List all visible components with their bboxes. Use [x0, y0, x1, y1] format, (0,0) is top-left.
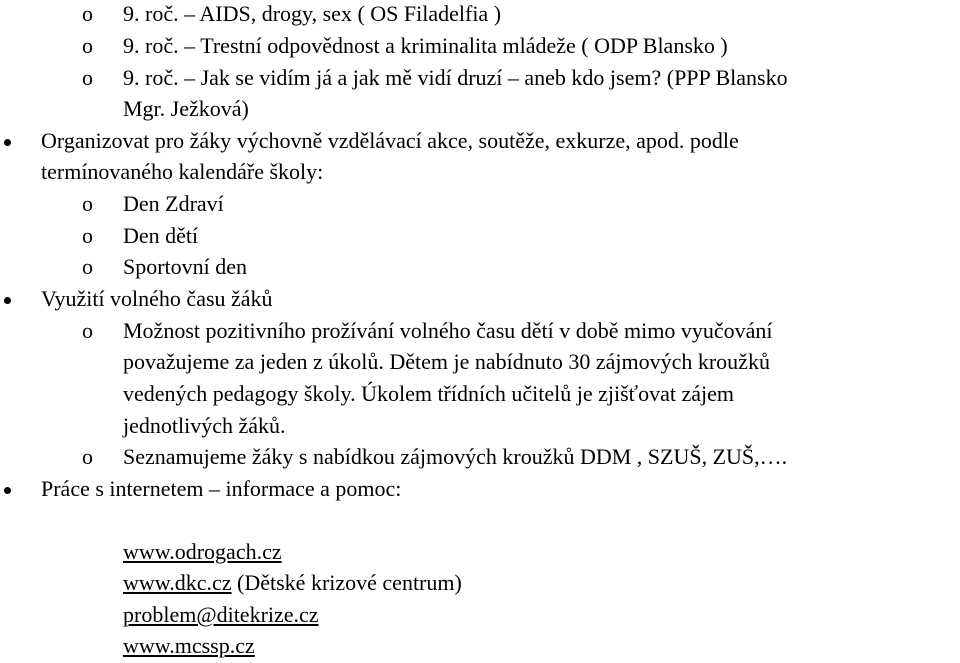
- sub-bullet-marker: o: [82, 254, 93, 279]
- list-item: Možnost pozitivního prožívání volného času dětí v době mimo vyučování: [123, 318, 773, 343]
- bullet-item: Organizovat pro žáky výchovně vzdělávací akce, soutěže, exkurze, apod. podle: [41, 128, 739, 153]
- sub-bullet-marker: o: [82, 318, 93, 343]
- sub-bullet-marker: o: [82, 33, 93, 58]
- list-item: Den dětí: [123, 223, 199, 248]
- bullet-item: Práce s internetem – informace a pomoc:: [41, 476, 402, 501]
- link-problem-email[interactable]: problem@ditekrize.cz: [123, 602, 319, 627]
- bullet-dot-icon: [4, 297, 11, 304]
- list-item: Sportovní den: [123, 254, 248, 279]
- link-mcssp[interactable]: www.mcssp.cz: [123, 633, 255, 658]
- sub-bullet-marker: o: [82, 1, 93, 26]
- bullet-dot-icon: [4, 139, 11, 146]
- bullet-item: Využití volného času žáků: [41, 286, 273, 311]
- list-item: 9. roč. – AIDS, drogy, sex ( OS Filadelfia ): [123, 1, 502, 26]
- list-item: Seznamujeme žáky s nabídkou zájmových kroužků DDM , SZUŠ, ZUŠ,….: [123, 444, 788, 469]
- list-item-continuation: považujeme za jeden z úkolů. Dětem je nabídnuto 30 zájmových kroužků: [123, 349, 770, 374]
- list-item-continuation: jednotlivých žáků.: [123, 413, 286, 438]
- link-description: (Dětské krizové centrum): [231, 570, 462, 595]
- list-item-continuation: Mgr. Ježková): [123, 96, 249, 121]
- link-dkc[interactable]: www.dkc.cz: [123, 570, 232, 595]
- list-item: Den Zdraví: [123, 191, 224, 216]
- link-line: [123, 633, 255, 659]
- list-item: 9. roč. – Trestní odpovědnost a kriminalita mládeže ( ODP Blansko ): [123, 33, 728, 58]
- list-item: 9. roč. – Jak se vidím já a jak mě vidí druzí – aneb kdo jsem? (PPP Blansko: [123, 65, 788, 90]
- bullet-dot-icon: [4, 487, 11, 494]
- link-line: [123, 539, 282, 565]
- sub-bullet-marker: o: [82, 223, 93, 248]
- sub-bullet-marker: o: [82, 444, 93, 469]
- link-odrogach[interactable]: www.odrogach.cz: [123, 539, 282, 564]
- link-line: [123, 602, 319, 628]
- bullet-item-continuation: termínovaného kalendáře školy:: [41, 159, 324, 184]
- list-item-continuation: vedených pedagogy školy. Úkolem třídních učitelů je zjišťovat zájem: [123, 381, 734, 406]
- sub-bullet-marker: o: [82, 65, 93, 90]
- link-line: [123, 570, 462, 596]
- sub-bullet-marker: o: [82, 191, 93, 216]
